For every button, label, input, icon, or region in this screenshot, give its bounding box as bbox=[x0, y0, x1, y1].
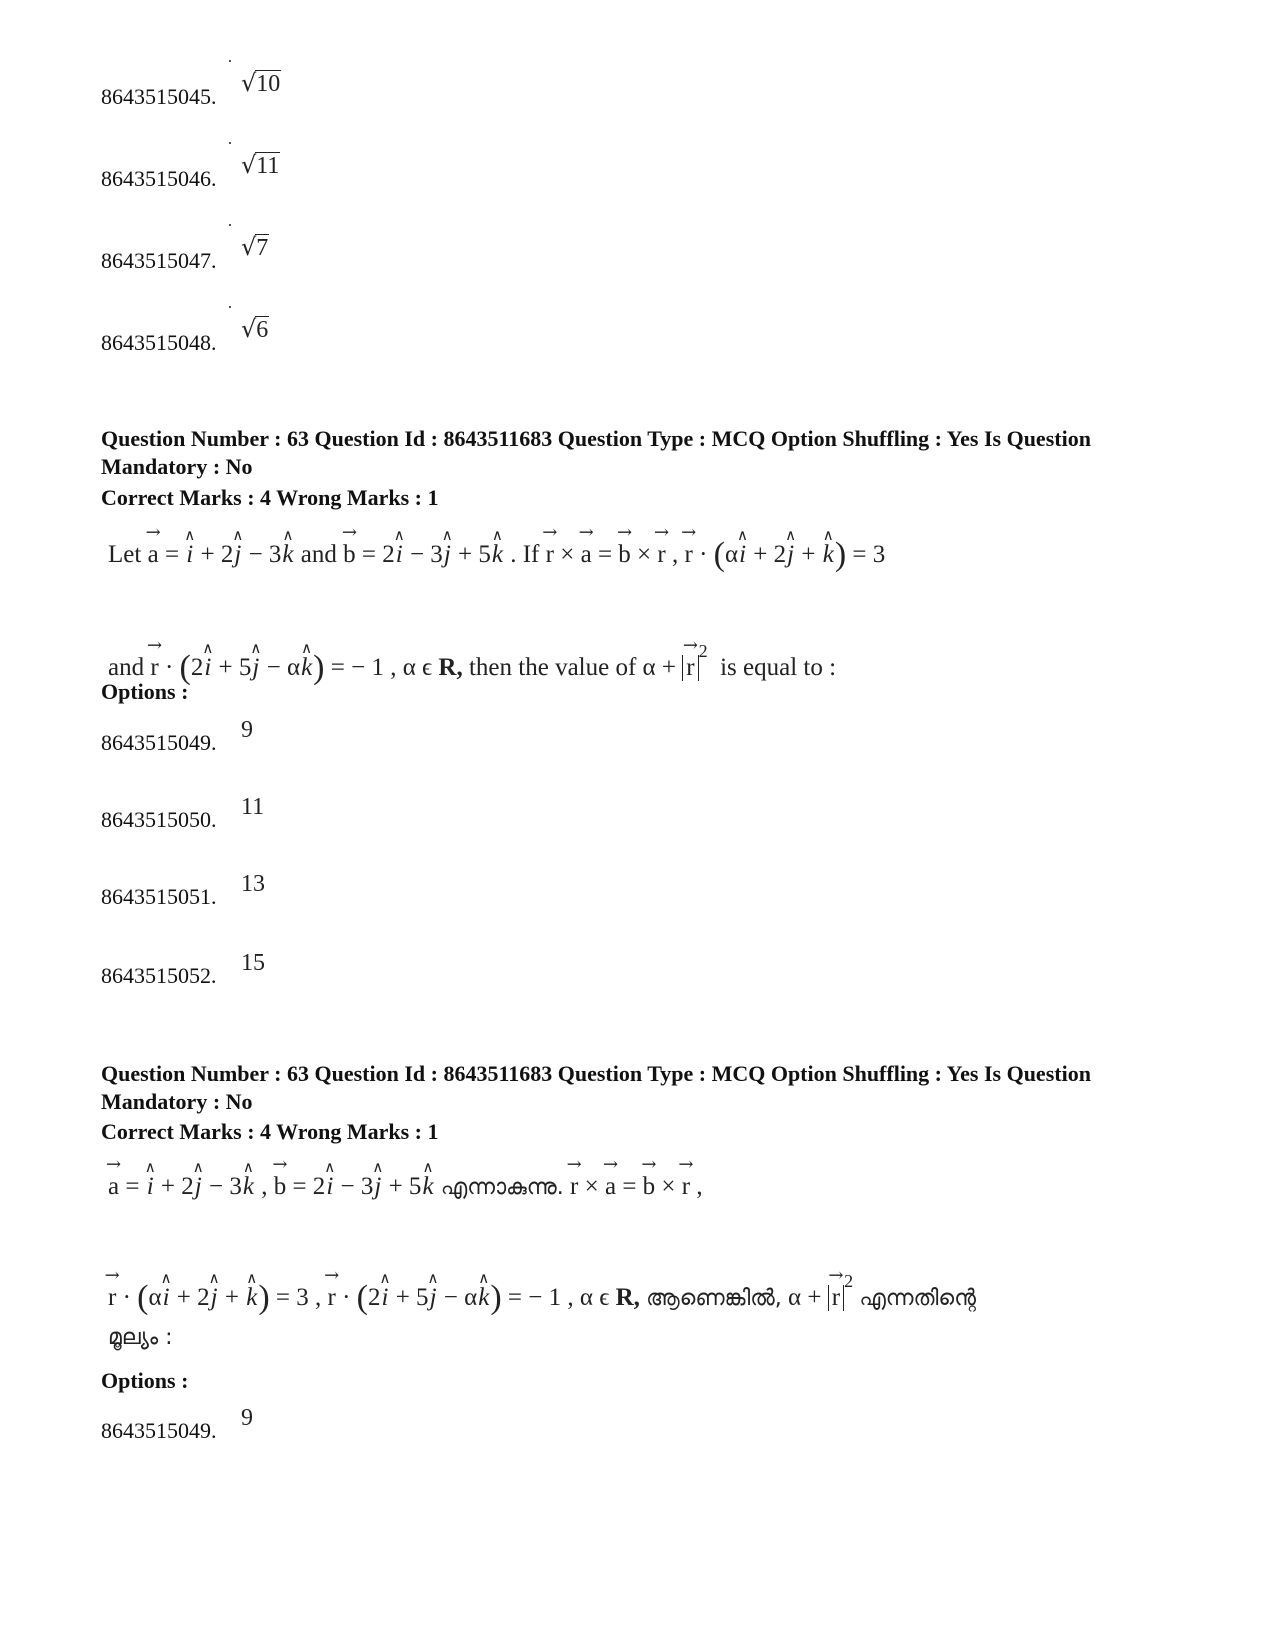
scan-speck bbox=[229, 60, 231, 62]
math-text: ആണെങ്കിൽ, bbox=[646, 1286, 782, 1311]
math-text: എന്നതിന്റെ bbox=[859, 1286, 976, 1311]
question-marks: Correct Marks : 4 Wrong Marks : 1 bbox=[101, 1119, 439, 1144]
math-text: = − 1 , α ϵ bbox=[330, 654, 433, 681]
option-id: 8643515046. bbox=[101, 166, 217, 191]
math-text: is equal to : bbox=[720, 654, 837, 681]
option-id: 8643515048. bbox=[101, 330, 217, 355]
option-value: 15 bbox=[241, 950, 265, 976]
math-text: R, bbox=[438, 654, 463, 681]
scan-speck bbox=[229, 224, 231, 226]
sqrt-expression bbox=[241, 153, 280, 178]
radicand: 10 bbox=[256, 71, 281, 97]
option-value bbox=[241, 71, 281, 96]
math-text: and bbox=[300, 541, 337, 568]
question-header: Question Number : 63 Question Id : 8643511683 Question Type : MCQ Option Shuffling : Yes Is Question Mandatory : No bbox=[101, 1061, 1091, 1114]
question-marks: Correct Marks : 4 Wrong Marks : 1 bbox=[101, 485, 439, 510]
math-text: then the value of bbox=[468, 654, 637, 681]
scan-speck bbox=[229, 142, 231, 144]
option-value: 9 bbox=[241, 717, 253, 743]
radicand: 11 bbox=[256, 153, 280, 179]
question-math-line-3 bbox=[108, 1322, 173, 1353]
math-text: R, bbox=[615, 1284, 640, 1311]
math-text: If bbox=[522, 541, 540, 568]
option-id: 8643515049. bbox=[101, 730, 217, 755]
math-text: = − 1 , α ϵ bbox=[507, 1284, 610, 1311]
radical-sign: √ bbox=[241, 233, 257, 261]
question-math-line-1: Let → a = ∧ i + 2∧ j − 3∧ k and → b = 2∧ i − 3∧ j + 5∧ k . If → r × → a = → b × → r , → r · (α∧ i + 2∧ j + ∧ k) = 3 bbox=[108, 540, 885, 570]
sqrt-expression bbox=[241, 317, 269, 342]
scan-speck bbox=[229, 306, 231, 308]
math-text: and bbox=[108, 654, 145, 681]
option-value bbox=[241, 153, 280, 178]
radicand: 6 bbox=[256, 317, 269, 343]
option-id: 8643515052. bbox=[101, 963, 217, 988]
math-text: മൂല്യം : bbox=[108, 1325, 173, 1350]
math-text: Let bbox=[108, 541, 142, 568]
option-value: 11 bbox=[241, 794, 265, 820]
options-label: Options : bbox=[101, 1368, 189, 1393]
option-id: 8643515045. bbox=[101, 84, 217, 109]
radical-sign: √ bbox=[241, 69, 257, 97]
question-header: Question Number : 63 Question Id : 8643511683 Question Type : MCQ Option Shuffling : Yes Is Question Mandatory : No bbox=[101, 426, 1091, 479]
question-math-line-2: and → r · (2∧ i + 5∧ j − α∧ k) = − 1 , α ϵ R, then the value of α + → $r^2$ is equal to : bbox=[108, 636, 836, 683]
option-value bbox=[241, 235, 269, 260]
question-math-line-2: → r · (α∧ i + 2∧ j + ∧ k) = 3 , → r · (2∧ i + 5∧ j − α∧ k) = − 1 , α ϵ R, ആണെങ്കിൽ, α + → $r^2$ എന്നതിന്റെ bbox=[108, 1266, 976, 1314]
option-id: 8643515047. bbox=[101, 248, 217, 273]
sqrt-expression bbox=[241, 71, 281, 96]
option-value bbox=[241, 317, 269, 342]
math-text: = 3 , bbox=[275, 1284, 322, 1311]
question-math-line-1: → a = ∧ i + 2∧ j − 3∧ k , → b = 2∧ i − 3∧ j + 5∧ k എന്നാകുന്നു. → r × → a = → b × → r , bbox=[108, 1172, 703, 1203]
sqrt-expression bbox=[241, 235, 269, 260]
option-id: 8643515051. bbox=[101, 884, 217, 909]
math-text: = 3 bbox=[852, 541, 886, 568]
option-id: 8643515050. bbox=[101, 807, 217, 832]
radicand: 7 bbox=[256, 235, 269, 261]
options-label: Options : bbox=[101, 679, 189, 704]
radical-sign: √ bbox=[241, 315, 257, 343]
option-value: 9 bbox=[241, 1405, 253, 1431]
math-text: എന്നാകുന്നു. bbox=[440, 1175, 564, 1200]
option-value: 13 bbox=[241, 871, 265, 897]
option-id: 8643515049. bbox=[101, 1418, 217, 1443]
radical-sign: √ bbox=[241, 151, 257, 179]
